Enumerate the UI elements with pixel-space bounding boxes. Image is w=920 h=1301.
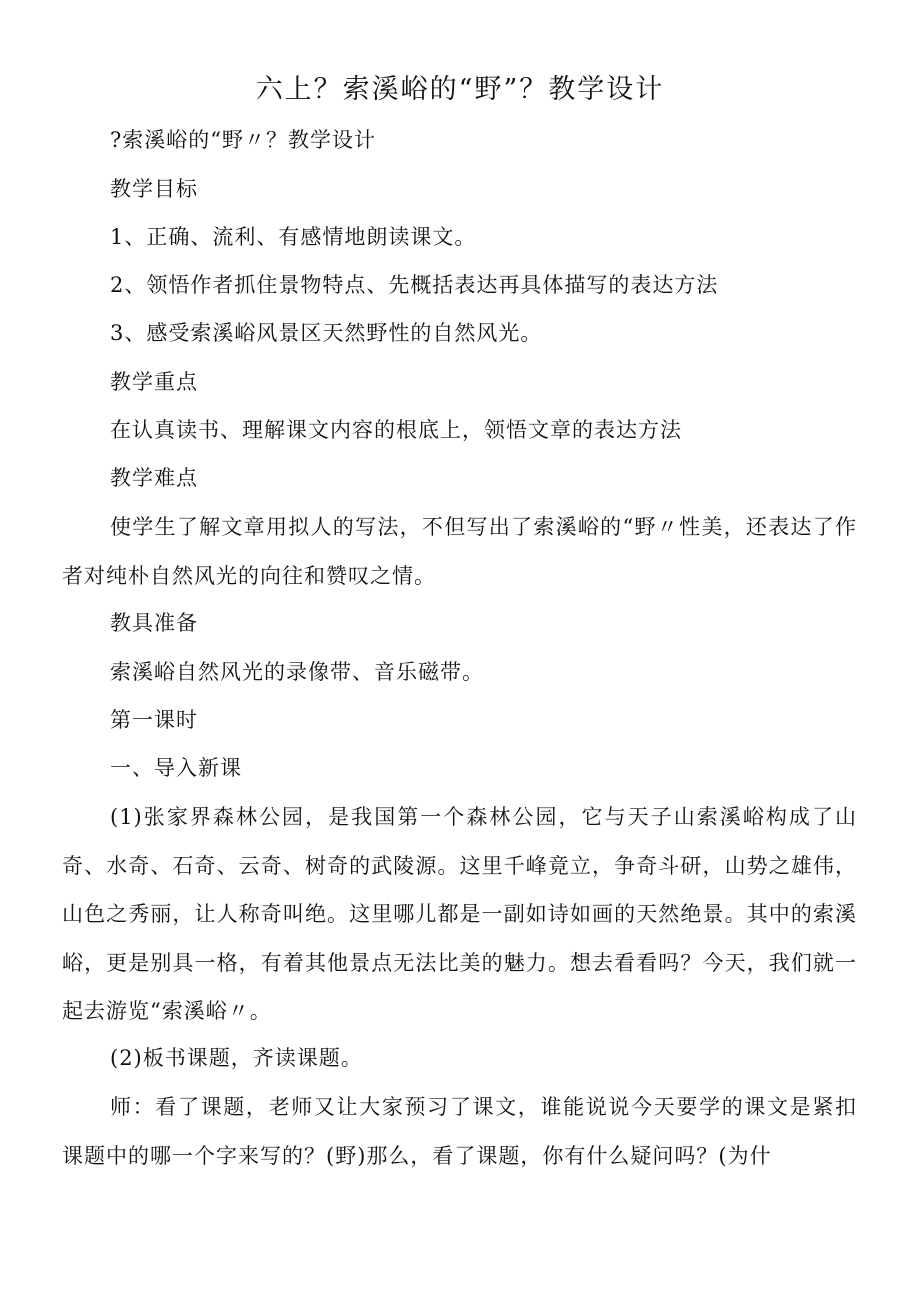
intro-paragraph: (1)张家界森林公园，是我国第一个森林公园，它与天子山索溪峪构成了山奇、水奇、石奇、云奇、树奇的武陵源。这里千峰竟立，争奇斗研，山势之雄伟，山色之秀丽，让人称奇叫绝。这里哪儿都是一副如诗如画的天然绝景。其中的索溪峪，更是别具一格，有着其他景点无法比美的魅力。想去看看吗？今天，我们就一起去游览“索溪峪〃。 — [62, 805, 857, 1024]
objectives-heading: 教学目标 — [110, 177, 198, 201]
lesson-heading: 第一课时 — [110, 708, 198, 732]
difficulty-text: 使学生了解文章用拟人的写法，不但写出了索溪峪的“野〃性美，还表达了作者对纯朴自然风光的向往和赞叹之情。 — [62, 515, 857, 588]
materials-heading: 教具准备 — [110, 611, 198, 635]
step-two: (2)板书课题，齐读课题。 — [110, 1046, 363, 1070]
key-points-text: 在认真读书、理解课文内容的根底上，领悟文章的表达方法 — [110, 418, 682, 442]
teacher-paragraph: 师：看了课题，老师又让大家预习了课文，谁能说说今天要学的课文是紧扣课题中的哪一个字来写的？(野)那么，看了课题，你有什么疑问吗？(为什 — [62, 1095, 857, 1168]
materials-text: 索溪峪自然风光的录像带、音乐磁带。 — [110, 660, 484, 684]
section-heading: 一、导入新课 — [110, 756, 242, 780]
key-points-heading: 教学重点 — [110, 370, 198, 394]
objective-item: 2、领悟作者抓住景物特点、先概括表达再具体描写的表达方法 — [110, 273, 719, 297]
objective-item: 3、感受索溪峪风景区天然野性的自然风光。 — [110, 321, 543, 345]
document-title: 六上？索溪峪的“野”？教学设计 — [255, 74, 665, 105]
objective-item: 1、正确、流利、有感情地朗读课文。 — [110, 225, 477, 249]
document-subtitle: ?索溪峪的“野〃？教学设计 — [110, 128, 376, 152]
difficulty-heading: 教学难点 — [110, 466, 198, 490]
